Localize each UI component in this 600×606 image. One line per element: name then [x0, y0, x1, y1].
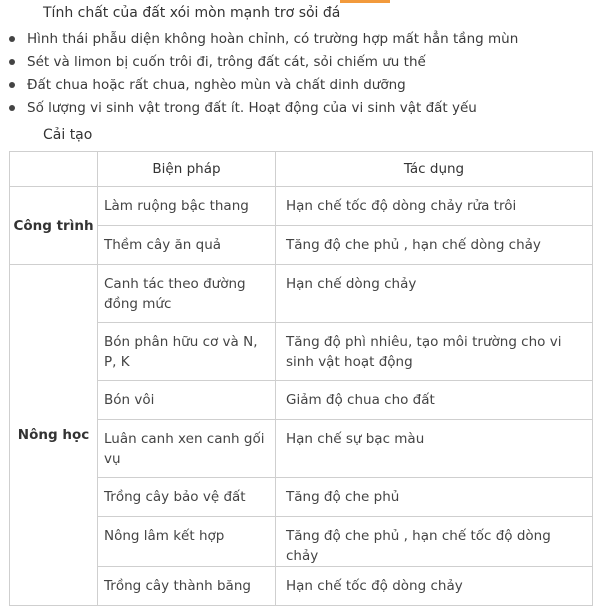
column-header-group: [10, 152, 98, 187]
bullet-dot-icon: [9, 36, 15, 42]
effect-cell: Tăng độ phì nhiêu, tạo môi trường cho vi sinh vật hoạt động: [276, 323, 593, 381]
table-row: [10, 323, 593, 381]
method-cell: Luân canh xen canh gối vụ: [98, 420, 276, 478]
effect-cell: Giảm độ chua cho đất: [276, 381, 593, 420]
method-cell: Bón phân hữu cơ và N, P, K: [98, 323, 276, 381]
list-item: [0, 29, 600, 52]
properties-list: [0, 29, 600, 121]
method-cell: Trồng cây bảo vệ đất: [98, 478, 276, 517]
table-row: [10, 265, 593, 323]
list-item: [0, 75, 600, 98]
table-row: [10, 381, 593, 420]
method-cell: Nông lâm kết hợp: [98, 517, 276, 567]
effect-cell: Hạn chế tốc độ dòng chảy rửa trôi: [276, 187, 593, 226]
list-item: [0, 98, 600, 121]
column-header-method: Biện pháp: [98, 152, 276, 187]
effect-cell: Hạn chế sự bạc màu: [276, 420, 593, 478]
effect-cell: Hạn chế tốc độ dòng chảy: [276, 567, 593, 606]
effect-cell: Tăng độ che phủ , hạn chế dòng chảy: [276, 226, 593, 265]
bullet-dot-icon: [9, 59, 15, 65]
list-item-text: Sét và limon bị cuốn trôi đi, trông đất cát, sỏi chiếm ưu thế: [27, 54, 426, 70]
bullet-dot-icon: [9, 105, 15, 111]
method-cell: Canh tác theo đường đồng mức: [98, 265, 276, 323]
table-row: [10, 517, 593, 567]
method-cell: Làm ruộng bậc thang: [98, 187, 276, 226]
sub-heading: Cải tạo: [43, 127, 93, 143]
effect-cell: Tăng độ che phủ , hạn chế tốc độ dòng chảy: [276, 517, 593, 567]
table-row: [10, 420, 593, 478]
list-item-text: Đất chua hoặc rất chua, nghèo mùn và chất dinh dưỡng: [27, 77, 406, 93]
method-cell: Thềm cây ăn quả: [98, 226, 276, 265]
method-cell: Bón vôi: [98, 381, 276, 420]
table-header-row: [10, 152, 593, 187]
list-item: [0, 52, 600, 75]
method-cell: Trồng cây thành băng: [98, 567, 276, 606]
group-name-cell: Nông học: [10, 265, 98, 606]
table-row: [10, 567, 593, 606]
group-name-cell: Công trình: [10, 187, 98, 265]
section-heading: Tính chất của đất xói mòn mạnh trơ sỏi đá: [43, 5, 341, 21]
bullet-dot-icon: [9, 82, 15, 88]
top-accent-bar: [340, 0, 390, 3]
effect-cell: Tăng độ che phủ: [276, 478, 593, 517]
improvement-table: [9, 151, 593, 606]
effect-cell: Hạn chế dòng chảy: [276, 265, 593, 323]
table-row: [10, 187, 593, 226]
table-row: [10, 226, 593, 265]
list-item-text: Hình thái phẫu diện không hoàn chỉnh, có trường hợp mất hẳn tầng mùn: [27, 31, 519, 47]
table-row: [10, 478, 593, 517]
column-header-effect: Tác dụng: [276, 152, 593, 187]
list-item-text: Số lượng vi sinh vật trong đất ít. Hoạt động của vi sinh vật đất yếu: [27, 100, 477, 116]
